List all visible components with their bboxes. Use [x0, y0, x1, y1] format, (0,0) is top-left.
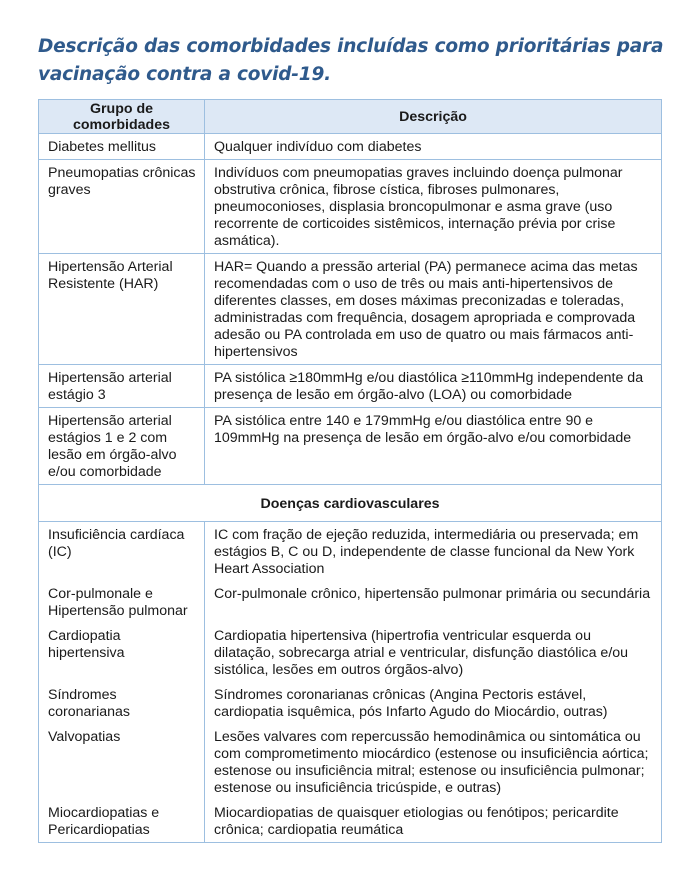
table-row — [39, 724, 662, 800]
description-cell: PA sistólica ≥180mmHg e/ou diastólica ≥110mmHg independente da presença de lesão em órgão-alvo (LOA) ou comorbidade — [205, 365, 662, 408]
table-row — [39, 522, 662, 582]
page-title: Descrição das comorbidades incluídas como prioritárias para vacinação contra a covid-19. — [38, 36, 664, 85]
table-row — [39, 365, 662, 408]
description-cell: Qualquer indivíduo com diabetes — [205, 134, 662, 160]
group-cell: Insuficiência cardíaca (IC) — [39, 522, 205, 582]
group-cell: Hipertensão arterial estágio 3 — [39, 365, 205, 408]
table-row — [39, 134, 662, 160]
table-row — [39, 254, 662, 365]
table-header-row — [39, 100, 662, 134]
section-header-row — [39, 485, 662, 522]
table-row — [39, 623, 662, 682]
group-cell: Cardiopatia hipertensiva — [39, 623, 205, 682]
group-cell: Miocardiopatias e Pericardiopatias — [39, 800, 205, 843]
description-cell: IC com fração de ejeção reduzida, intermediária ou preservada; em estágios B, C ou D, independente de classe funcional da New York Heart Association — [205, 522, 662, 582]
header-description: Descrição — [205, 100, 662, 134]
description-cell: Indivíduos com pneumopatias graves incluindo doença pulmonar obstrutiva crônica, fibrose cística, fibroses pulmonares, pneumoconioses, displasia broncopulmonar e asma grave (uso recorrente de corticoides sistêmicos, internação prévia por crise asmática). — [205, 160, 662, 254]
description-cell: Cardiopatia hipertensiva (hipertrofia ventricular esquerda ou dilatação, sobrecarga atrial e ventricular, disfunção diastólica e/ou sistólica, lesões em outros órgãos-alvo) — [205, 623, 662, 682]
group-cell: Valvopatias — [39, 724, 205, 800]
description-cell: Lesões valvares com repercussão hemodinâmica ou sintomática ou com comprometimento miocárdico (estenose ou insuficiência aórtica; estenose ou insuficiência mitral; estenose ou insuficiência pulmonar; estenose ou insuficiência tricúspide, e outras) — [205, 724, 662, 800]
description-cell: Síndromes coronarianas crônicas (Angina Pectoris estável, cardiopatia isquêmica, pós Infarto Agudo do Miocárdio, outras) — [205, 682, 662, 724]
comorbidities-table — [38, 99, 662, 843]
description-cell: PA sistólica entre 140 e 179mmHg e/ou diastólica entre 90 e 109mmHg na presença de lesão em órgão-alvo e/ou comorbidade — [205, 408, 662, 485]
group-cell: Hipertensão arterial estágios 1 e 2 com lesão em órgão-alvo e/ou comorbidade — [39, 408, 205, 485]
group-cell: Cor-pulmonale e Hipertensão pulmonar — [39, 581, 205, 623]
group-cell: Pneumopatias crônicas graves — [39, 160, 205, 254]
description-cell: Miocardiopatias de quaisquer etiologias ou fenótipos; pericardite crônica; cardiopatia reumática — [205, 800, 662, 843]
table-row — [39, 581, 662, 623]
table-row — [39, 160, 662, 254]
group-cell: Síndromes coronarianas — [39, 682, 205, 724]
description-cell: HAR= Quando a pressão arterial (PA) permanece acima das metas recomendadas com o uso de três ou mais anti-hipertensivos de diferentes classes, em doses máximas preconizadas e toleradas, administradas com frequência, dosagem apropriada e comprovada adesão ou PA controlada em uso de quatro ou mais fármacos anti-hipertensivos — [205, 254, 662, 365]
group-cell: Diabetes mellitus — [39, 134, 205, 160]
section-title: Doenças cardiovasculares — [39, 485, 662, 522]
table-row — [39, 800, 662, 843]
table-row — [39, 408, 662, 485]
table-row — [39, 682, 662, 724]
header-group: Grupo de comorbidades — [39, 100, 205, 134]
group-cell: Hipertensão Arterial Resistente (HAR) — [39, 254, 205, 365]
description-cell: Cor-pulmonale crônico, hipertensão pulmonar primária ou secundária — [205, 581, 662, 623]
